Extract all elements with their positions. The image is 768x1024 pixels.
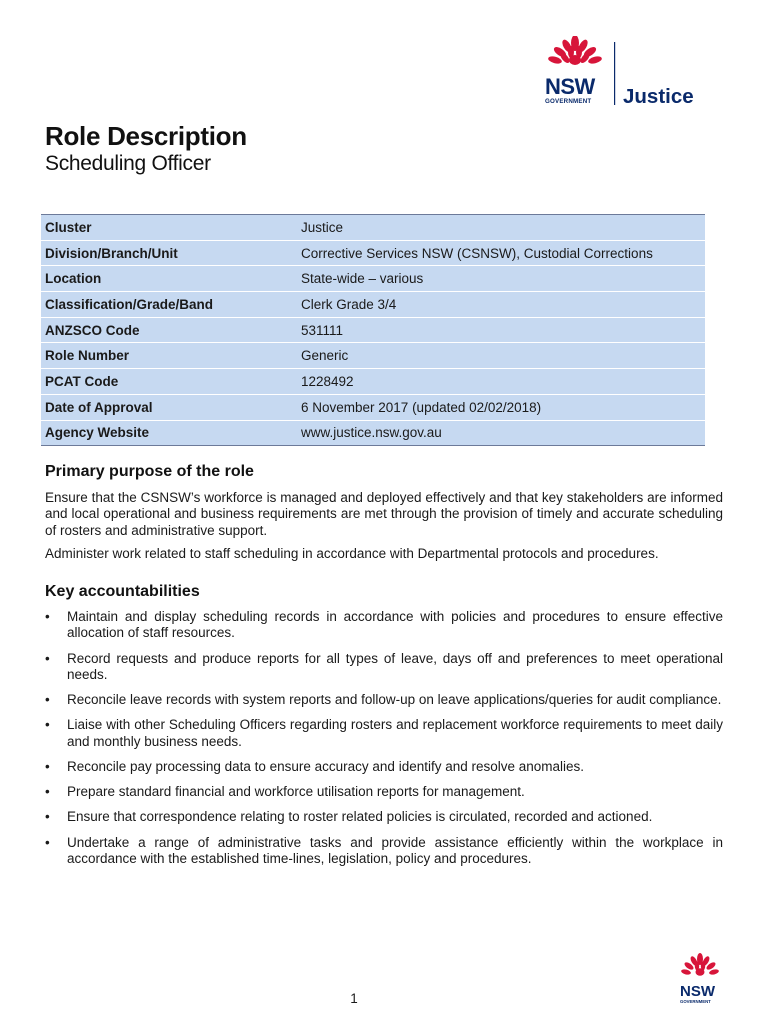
section-heading-purpose: Primary purpose of the role [45, 463, 254, 480]
purpose-paragraph: Ensure that the CSNSW’s workforce is managed and deployed effectively and that key stakeholders are informed and local operational and business requirements are met through the provision of timely and accurate scheduling of rosters and administrative support. [45, 490, 723, 538]
page-subtitle: Scheduling Officer [45, 152, 211, 175]
section-heading-accountabilities: Key accountabilities [45, 583, 200, 600]
details-label: Division/Branch/Unit [41, 240, 297, 266]
details-row [41, 292, 705, 318]
accountability-item [45, 809, 723, 825]
bullet-icon: • [45, 650, 50, 666]
svg-text:NSW: NSW [545, 74, 595, 99]
waratah-icon [540, 36, 710, 110]
accountability-text: Prepare standard financial and workforce utilisation reports for management. [67, 784, 525, 800]
details-value: Clerk Grade 3/4 [297, 292, 705, 318]
accountability-text: Reconcile leave records with system reports and follow-up on leave applications/queries for audit compliance. [67, 692, 722, 708]
details-row [41, 317, 705, 343]
accountability-text: Maintain and display scheduling records in accordance with policies and procedures to ensure effective allocation of staff resources. [67, 609, 723, 641]
accountability-item [45, 609, 723, 642]
details-value: www.justice.nsw.gov.au [297, 420, 705, 446]
waratah-icon [676, 953, 724, 1007]
details-row [41, 343, 705, 369]
accountability-item [45, 835, 723, 868]
details-value: Justice [297, 215, 705, 241]
details-label: PCAT Code [41, 369, 297, 395]
page-number: 1 [350, 991, 358, 1006]
details-label: Date of Approval [41, 394, 297, 420]
accountability-item [45, 651, 723, 684]
details-value: Generic [297, 343, 705, 369]
bullet-icon: • [45, 834, 50, 850]
svg-text:Justice: Justice [623, 85, 694, 108]
details-row [41, 215, 705, 241]
details-row [41, 240, 705, 266]
details-value: 531111 [297, 317, 705, 343]
details-value: State-wide – various [297, 266, 705, 292]
details-row [41, 369, 705, 395]
bullet-icon: • [45, 784, 50, 800]
bullet-icon: • [45, 717, 50, 733]
svg-text:GOVERNMENT: GOVERNMENT [680, 999, 711, 1004]
details-row [41, 394, 705, 420]
details-row [41, 266, 705, 292]
accountability-item [45, 717, 723, 750]
details-label: Classification/Grade/Band [41, 292, 297, 318]
accountability-text: Record requests and produce reports for all types of leave, days off and preferences to meet operational needs. [67, 650, 723, 683]
bullet-icon: • [45, 759, 50, 775]
accountabilities-list [45, 609, 723, 876]
details-value: Corrective Services NSW (CSNSW), Custodial Corrections [297, 240, 705, 266]
bullet-icon: • [45, 809, 50, 825]
details-label: Role Number [41, 343, 297, 369]
accountability-item [45, 759, 723, 775]
accountability-text: Liaise with other Scheduling Officers regarding rosters and replacement workforce requirements to meet daily and monthly business needs. [67, 717, 723, 749]
role-details-table [41, 214, 705, 446]
accountability-text: Undertake a range of administrative tasks and provide assistance efficiently within the workplace in accordance with the established time-lines, legislation, policy and procedures. [67, 834, 723, 867]
accountability-text: Reconcile pay processing data to ensure accuracy and identify and resolve anomalies. [67, 759, 585, 775]
bullet-icon: • [45, 692, 50, 708]
details-value: 6 November 2017 (updated 02/02/2018) [297, 394, 705, 420]
svg-text:NSW: NSW [680, 983, 715, 1000]
nsw-justice-logo [540, 36, 710, 110]
details-label: Agency Website [41, 420, 297, 446]
details-label: Cluster [41, 215, 297, 241]
bullet-icon: • [45, 609, 50, 624]
page-title: Role Description [45, 121, 247, 151]
details-row [41, 420, 705, 446]
nsw-government-footer-logo [676, 953, 724, 1007]
accountability-item [45, 692, 723, 708]
details-label: ANZSCO Code [41, 317, 297, 343]
svg-text:GOVERNMENT: GOVERNMENT [545, 98, 592, 105]
accountability-text: Ensure that correspondence relating to roster related policies is circulated, recorded and actioned. [67, 809, 653, 825]
accountability-item [45, 784, 723, 800]
details-label: Location [41, 266, 297, 292]
purpose-paragraph: Administer work related to staff scheduling in accordance with Departmental protocols and procedures. [45, 546, 659, 561]
details-value: 1228492 [297, 369, 705, 395]
